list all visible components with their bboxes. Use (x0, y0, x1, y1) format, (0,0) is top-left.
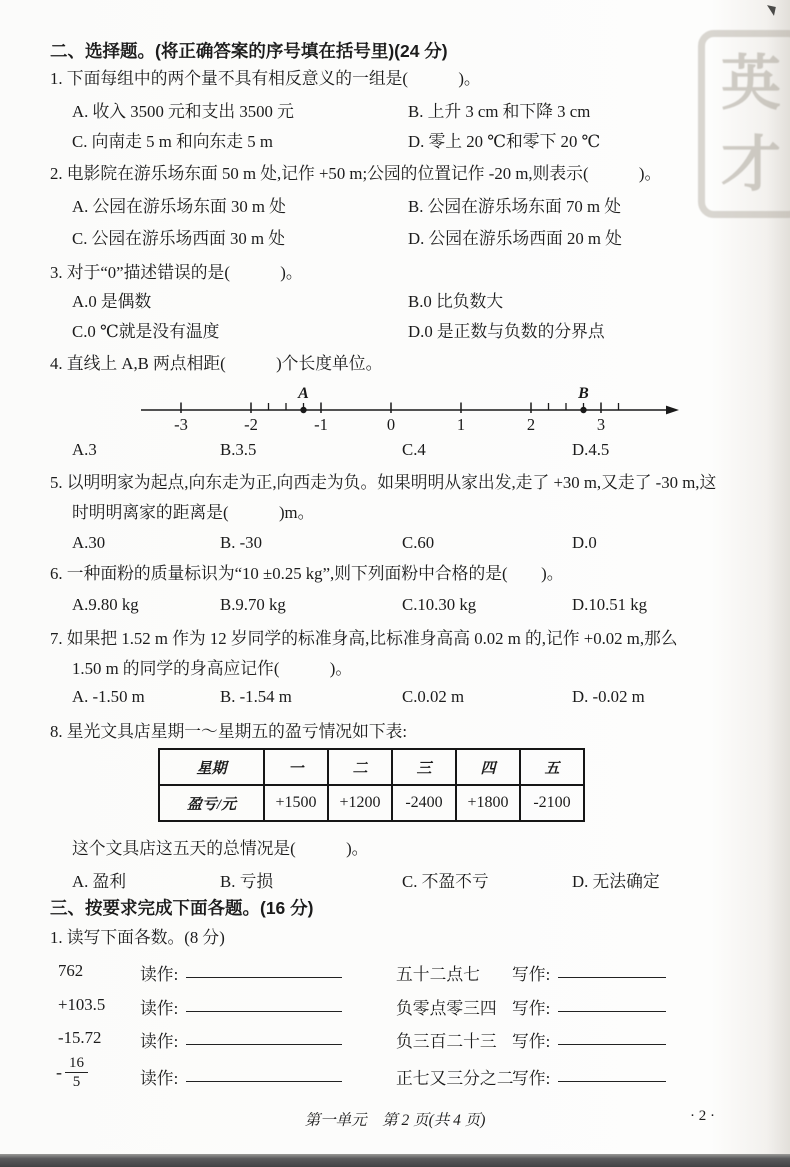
question-4-text: 4. 直线上 A,B 两点相距( )个长度单位。 (50, 354, 383, 373)
table-value-cell: +1500 (264, 785, 328, 821)
table-value-cell: -2400 (392, 785, 456, 821)
question-7-text-line-2: 1.50 m 的同学的身高应记作( )。 (72, 659, 353, 678)
question-7-text-line-1: 7. 如果把 1.52 m 作为 12 岁同学的标准身高,比标准身高高 0.02 m 的,记作 +0.02 m,那么 (50, 629, 678, 648)
write-label: 写作: (512, 1032, 551, 1051)
tick-label: 1 (456, 415, 466, 434)
q8-option-c: C. 不盈不亏 (402, 872, 489, 891)
q5-option-b: B. -30 (220, 533, 262, 552)
tick-label: 0 (386, 415, 396, 434)
question-8-options-row (0, 868, 790, 892)
write-blank-line (558, 1028, 666, 1045)
section3-heading: 三、按要求完成下面各题。(16 分) (50, 898, 314, 918)
tick-label: 3 (596, 415, 606, 434)
page-corner-mark (765, 5, 776, 16)
question-1-options-row-1 (0, 98, 790, 122)
tick-label: -3 (174, 415, 188, 434)
fraction-numerator: 16 (65, 1054, 88, 1073)
number-value: -15.72 (58, 1028, 102, 1047)
write-label: 写作: (512, 999, 551, 1018)
question-2-options-row-1 (0, 193, 790, 217)
term-text: 正七又三分之二 (396, 1069, 514, 1088)
tick-label: -2 (244, 415, 258, 434)
read-blank-line (186, 961, 342, 978)
profit-loss-table (158, 748, 585, 822)
q6-option-b: B.9.70 kg (220, 595, 286, 614)
point-a-label: A (298, 386, 309, 402)
read-label: 读作: (140, 1032, 179, 1051)
table-value-cell: +1200 (328, 785, 392, 821)
table-header-cell: 五 (520, 749, 584, 785)
question-4-options-row (0, 440, 790, 464)
q1-option-d: D. 零上 20 ℃和零下 20 ℃ (408, 132, 601, 151)
q4-option-c: C.4 (402, 440, 426, 459)
stamp-char-bottom: 才 (721, 131, 781, 198)
q4-option-b: B.3.5 (220, 440, 257, 459)
number-value: +103.5 (58, 995, 106, 1014)
q2-option-b: B. 公园在游乐场东面 70 m 处 (408, 197, 622, 216)
question-8-summary-text: 这个文具店这五天的总情况是( )。 (72, 839, 369, 858)
q2-option-d: D. 公园在游乐场西面 20 m 处 (408, 229, 622, 248)
q3-option-d: D.0 是正数与负数的分界点 (408, 322, 605, 341)
q3-option-c: C.0 ℃就是没有温度 (72, 322, 220, 341)
write-label: 写作: (512, 1069, 551, 1088)
q8-option-a: A. 盈利 (72, 872, 127, 891)
q4-option-d: D.4.5 (572, 440, 610, 459)
question-7-options-row (0, 687, 790, 711)
question-5-options-row (0, 533, 790, 557)
point-b-dot (580, 407, 586, 413)
q6-option-a: A.9.80 kg (72, 595, 139, 614)
point-a-dot (300, 407, 306, 413)
question-5-text-line-2: 时明明离家的距离是( )m。 (72, 503, 315, 522)
read-blank-line (186, 1028, 342, 1045)
q7-option-c: C.0.02 m (402, 687, 465, 706)
q6-option-d: D.10.51 kg (572, 595, 648, 614)
fraction-value (56, 1054, 88, 1091)
q3-option-a: A.0 是偶数 (72, 292, 152, 311)
read-write-row (0, 1028, 790, 1054)
read-blank-line (186, 995, 342, 1012)
question-3-options-row-1 (0, 288, 790, 312)
q4-option-a: A.3 (72, 440, 97, 459)
question-6-options-row (0, 595, 790, 619)
footer-page-number: · 2 · (690, 1108, 715, 1124)
section2-heading: 二、选择题。(将正确答案的序号填在括号里)(24 分) (50, 41, 448, 61)
question-5-text-line-1: 5. 以明明家为起点,向东走为正,向西走为负。如果明明从家出发,走了 +30 m,又走了 -30 m,这 (50, 473, 717, 492)
stamp-char-top: 英 (721, 50, 781, 117)
number-line (139, 386, 679, 436)
table-header-cell: 三 (392, 749, 456, 785)
q1-option-a: A. 收入 3500 元和支出 3500 元 (72, 102, 294, 121)
q2-option-a: A. 公园在游乐场东面 30 m 处 (72, 197, 286, 216)
read-write-row (0, 961, 790, 987)
question-2-options-row-2 (0, 225, 790, 249)
number-value: 762 (58, 961, 84, 980)
point-b-label: B (578, 386, 589, 402)
q7-option-d: D. -0.02 m (572, 687, 645, 706)
table-header-cell: 二 (328, 749, 392, 785)
table-header-cell: 四 (456, 749, 520, 785)
tick-label: -1 (314, 415, 328, 434)
page-bottom-edge (0, 1154, 790, 1167)
table-row-label: 盈亏/元 (159, 785, 264, 821)
read-label: 读作: (140, 965, 179, 984)
table-value-cell: +1800 (456, 785, 520, 821)
write-blank-line (558, 961, 666, 978)
read-label: 读作: (140, 999, 179, 1018)
q5-option-a: A.30 (72, 533, 106, 552)
question-1-options-row-2 (0, 128, 790, 152)
table-value-row (159, 785, 584, 821)
read-write-row (0, 1052, 790, 1100)
q1-option-c: C. 向南走 5 m 和向东走 5 m (72, 132, 273, 151)
write-blank-line (558, 995, 666, 1012)
read-blank-line (186, 1065, 342, 1082)
term-text: 负三百二十三 (396, 1032, 497, 1051)
q7-option-b: B. -1.54 m (220, 687, 292, 706)
read-label: 读作: (140, 1069, 179, 1088)
term-text: 负零点零三四 (396, 999, 497, 1018)
fraction-sign: - (56, 1062, 62, 1082)
q5-option-c: C.60 (402, 533, 435, 552)
q2-option-c: C. 公园在游乐场西面 30 m 处 (72, 229, 286, 248)
q8-option-d: D. 无法确定 (572, 872, 660, 891)
table-header-row (159, 749, 584, 785)
table-value-cell: -2100 (520, 785, 584, 821)
section3-question-1-text: 1. 读写下面各数。(8 分) (50, 928, 225, 947)
table-header-cell: 一 (264, 749, 328, 785)
faded-seal-stamp (698, 30, 790, 218)
fraction-denominator: 5 (72, 1074, 81, 1090)
q6-option-c: C.10.30 kg (402, 595, 477, 614)
q1-option-b: B. 上升 3 cm 和下降 3 cm (408, 102, 591, 121)
question-3-options-row-2 (0, 318, 790, 342)
question-8-text: 8. 星光文具店星期一～星期五的盈亏情况如下表: (50, 722, 408, 741)
question-2-text: 2. 电影院在游乐场东面 50 m 处,记作 +50 m;公园的位置记作 -20 m,则表示( )。 (50, 164, 662, 183)
write-blank-line (558, 1065, 666, 1082)
q8-option-b: B. 亏损 (220, 872, 274, 891)
footer-page-info: 第一单元 第 2 页(共 4 页) (304, 1112, 486, 1129)
write-label: 写作: (512, 965, 551, 984)
q3-option-b: B.0 比负数大 (408, 292, 504, 311)
term-text: 五十二点七 (396, 965, 480, 984)
q5-option-d: D.0 (572, 533, 597, 552)
question-6-text: 6. 一种面粉的质量标识为“10 ±0.25 kg”,则下列面粉中合格的是( )。 (50, 564, 564, 583)
q7-option-a: A. -1.50 m (72, 687, 145, 706)
axis-arrow-icon (666, 406, 679, 415)
question-3-text: 3. 对于“0”描述错误的是( )。 (50, 263, 303, 282)
question-1-text: 1. 下面每组中的两个量不具有相反意义的一组是( )。 (50, 69, 481, 88)
tick-label: 2 (526, 415, 536, 434)
table-header-cell: 星期 (159, 749, 264, 785)
read-write-row (0, 995, 790, 1021)
